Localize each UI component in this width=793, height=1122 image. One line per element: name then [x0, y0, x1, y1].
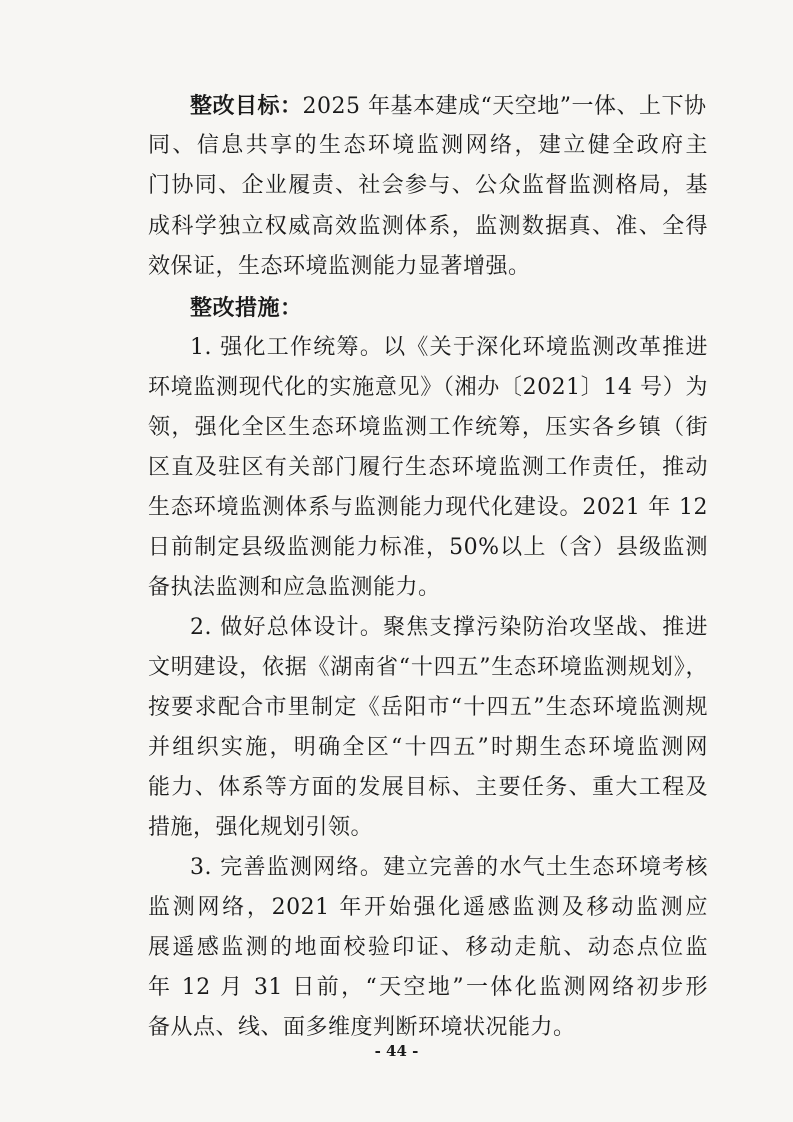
goal-text-line: 同、信息共享的生态环境监测网络，建立健全政府主 [148, 133, 708, 158]
goal-first-line [190, 92, 708, 121]
measure-2-line: 按要求配合市里制定《岳阳市“十四五”生态环境监测规 [148, 695, 708, 720]
goal-heading: 整改目标： [190, 93, 303, 119]
page-number: - 44 - [374, 1042, 419, 1060]
measure-1-line: 领，强化全区生态环境监测工作统筹，压实各乡镇（街 [148, 415, 708, 440]
measure-1-line: 区直及驻区有关部门履行生态环境监测工作责任，推动 [148, 455, 708, 480]
measure-3-line: 年 12 月 31 日前，“天空地”一体化监测网络初步形 [148, 975, 708, 1000]
measure-2-line: 措施，强化规划引领。 [148, 815, 374, 840]
measure-3-line: 备从点、线、面多维度判断环境状况能力。 [148, 1015, 576, 1040]
goal-text-line: 效保证，生态环境监测能力显著增强。 [148, 254, 531, 279]
measure-3-line: 展遥感监测的地面校验印证、移动走航、动态点位监 [148, 935, 708, 960]
measure-1-line: 环境监测现代化的实施意见》（湘办〔2021〕14 号）为 [148, 375, 708, 400]
goal-text-line: 门协同、企业履责、社会参与、公众监督监测格局，基 [148, 173, 708, 198]
measure-3-line: 3. 完善监测网络。建立完善的水气土生态环境考核 [190, 855, 708, 880]
measure-1-line: 备执法监测和应急监测能力。 [148, 575, 441, 600]
measure-2-line: 文明建设，依据《湖南省“十四五”生态环境监测规划》， [148, 655, 708, 680]
measure-3-line: 监测网络，2021 年开始强化遥感监测及移动监测应 [148, 895, 708, 920]
measure-2-line: 能力、体系等方面的发展目标、主要任务、重大工程及 [148, 775, 708, 800]
measure-2-line: 2. 做好总体设计。聚焦支撑污染防治攻坚战、推进 [190, 615, 708, 640]
goal-text-line: 成科学独立权威高效监测体系，监测数据真、准、全得 [148, 214, 708, 239]
measure-1-line: 日前制定县级监测能力标准，50%以上（含）县级监测 [148, 535, 708, 560]
goal-text-line: 2025 年基本建成“天空地”一体、上下协 [302, 94, 707, 119]
measure-1-line: 生态环境监测体系与监测能力现代化建设。2021 年 12 [148, 495, 708, 520]
measure-1-line: 1. 强化工作统筹。以《关于深化环境监测改革推进 [190, 335, 708, 360]
measure-2-line: 并组织实施，明确全区“十四五”时期生态环境监测网 [148, 735, 708, 760]
measures-heading: 整改措施： [190, 295, 303, 321]
